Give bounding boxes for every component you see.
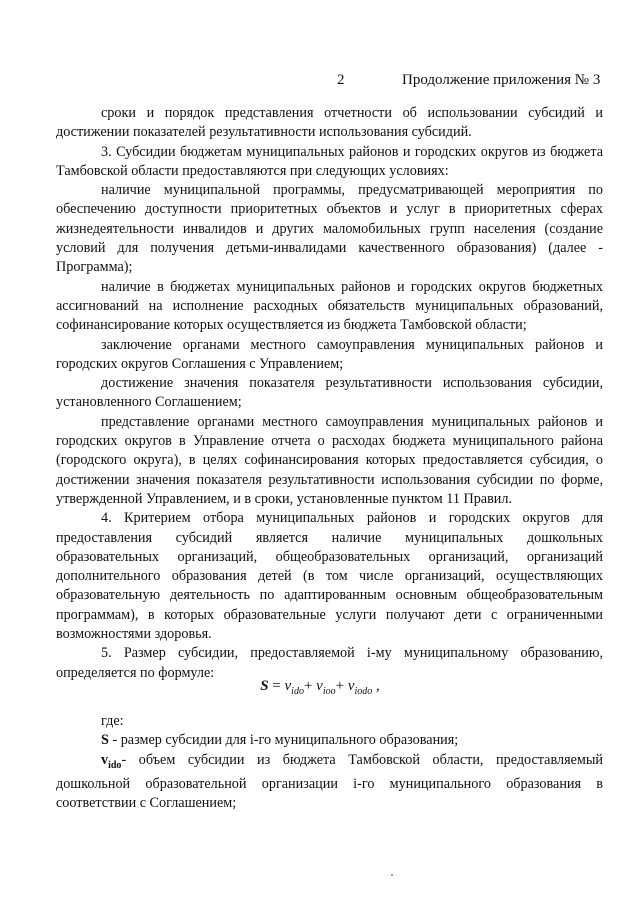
formula-term-3-sub: iodo [354,686,373,697]
scan-speck [391,874,393,876]
subsidy-formula [0,678,640,697]
formula-term-2-sub: ioo [322,686,336,697]
formula-equals: = [268,678,285,694]
formula-term-1: v [284,678,292,694]
paragraph: наличие в бюджетах муниципальных районов и городских округов бюджетных ассигнований на исполнение расходных обязательств муниципальных образований, софинансирование которых осуществляется из бюджета Тамбовской области; [56,278,603,334]
definition-symbol-sub: ido [108,759,122,771]
paragraph: заключение органами местного самоуправления муниципальных районов и городских округов Соглашения с Управлением; [56,336,603,372]
formula-plus-1: + [303,678,317,694]
paragraph: наличие муниципальной программы, предусматривающей мероприятия по обеспечению доступности приоритетных объектов и услуг в приоритетных сферах жизнедеятельности инвалидов и других маломобильных групп населения (создание условий для получения детьми-инвалидами качественного образования) (далее - Программа); [56,182,603,276]
definition-text: - объем субсидии из бюджета Тамбовской области, предоставляемый дошкольной образовательной организации i-го муниципального образования в соответствии с Соглашением; [56,751,603,812]
formula-term-2: v [316,678,323,694]
definition-text: - размер субсидии для i-го муниципального образования; [108,732,459,749]
formula-lhs: S [260,678,269,694]
paragraph: 3. Субсидии бюджетам муниципальных районов и городских округов из бюджета Тамбовской области предоставляются при следующих условиях: [56,143,603,179]
formula-term-1-sub: ido [291,686,304,697]
page-number: 2 [337,72,345,88]
definitions-block [56,712,603,813]
paragraph: 5. Размер субсидии, предоставляемой i-му муниципальному образованию, определяется по формуле: [56,645,603,681]
definition-symbol: S [101,732,109,749]
formula-end: , [372,678,380,694]
paragraph: достижение значения показателя результативности использования субсидии, установленного Соглашением; [56,375,603,411]
page-header-title: Продолжение приложения № 3 [402,72,601,88]
formula-plus-2: + [335,678,348,694]
definition-symbol: v [101,751,109,768]
definition-item [56,731,603,750]
paragraph: сроки и порядок представления отчетности об использовании субсидий и достижении показателей результативности использования субсидий. [56,105,603,141]
where-label: где: [101,713,124,729]
paragraph: представление органами местного самоуправления муниципальных районов и городских округов в Управление отчета о расходах бюджета муниципального района (городского округа), в целях софинансирования которых предоставляется субсидия, о достижении значения показателя результативности использования субсидии по форме, утвержденной Управлением, и в сроки, установленные пунктом 11 Правил. [56,413,603,507]
document-body [56,104,603,683]
paragraph: 4. Критерием отбора муниципальных районов и городских округов для предоставления субсидий является наличие муниципальных дошкольных образовательных организаций, общеобразовательных организаций, организаций дополнительного образования детей (в том числе организаций, осуществляющих образовательную деятельность по адаптированным основным общеобразовательным программам), в которых образовательные услуги получают дети с ограниченными возможностями здоровья. [56,510,603,643]
formula-term-3: v [347,678,355,694]
definition-item [56,751,603,814]
